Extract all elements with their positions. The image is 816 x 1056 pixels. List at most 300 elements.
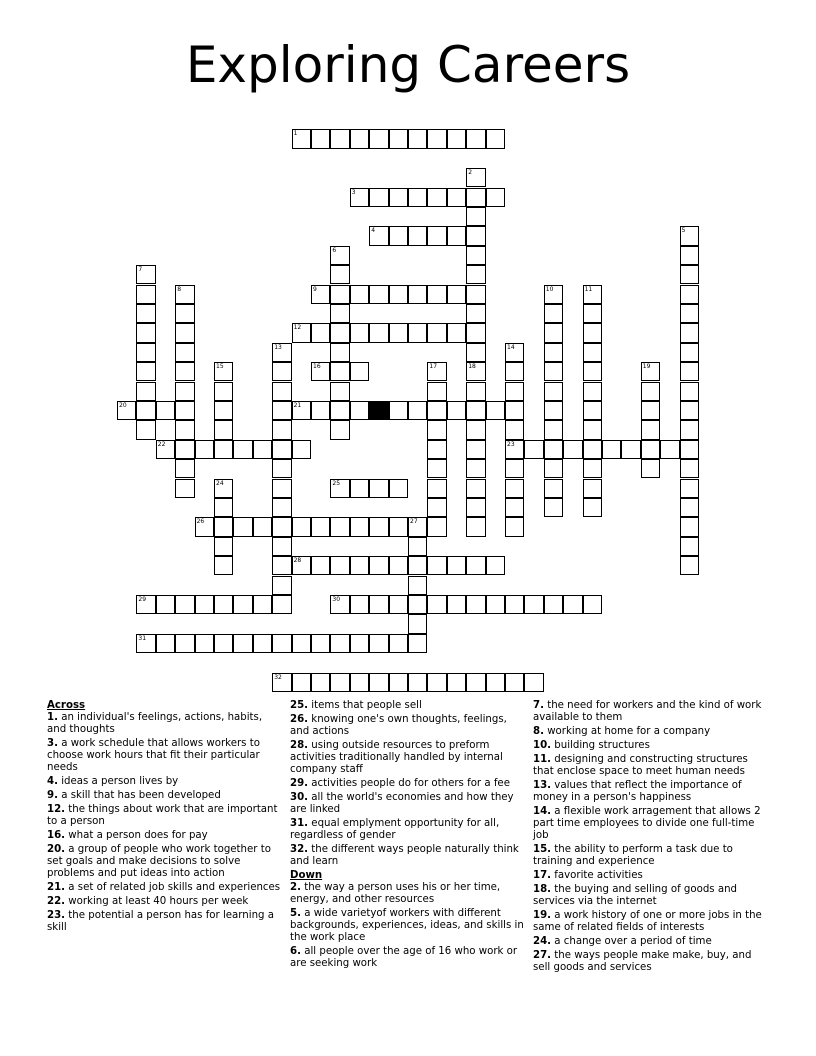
grid-cell[interactable]: [680, 556, 699, 575]
grid-cell[interactable]: [427, 129, 446, 148]
grid-cell[interactable]: [505, 595, 524, 614]
grid-cell[interactable]: [680, 265, 699, 284]
across-clue: [47, 910, 281, 934]
grid-cell[interactable]: [408, 614, 427, 633]
grid-cell[interactable]: [389, 226, 408, 245]
clue-number: 12: [293, 324, 302, 332]
grid-cell[interactable]: [233, 595, 252, 614]
grid-cell[interactable]: [544, 285, 563, 304]
grid-cell[interactable]: [272, 420, 291, 439]
grid-cell[interactable]: [505, 362, 524, 381]
grid-cell[interactable]: [680, 323, 699, 342]
grid-cell[interactable]: [680, 382, 699, 401]
grid-cell[interactable]: [641, 401, 660, 420]
grid-cell[interactable]: [408, 285, 427, 304]
grid-cell[interactable]: [447, 323, 466, 342]
grid-cell[interactable]: [136, 304, 155, 323]
grid-cell[interactable]: [680, 401, 699, 420]
grid-cell[interactable]: [427, 673, 446, 692]
grid-cell[interactable]: [505, 517, 524, 536]
grid-cell[interactable]: [136, 382, 155, 401]
grid-cell[interactable]: [136, 265, 155, 284]
grid-cell[interactable]: [350, 362, 369, 381]
grid-cell[interactable]: [544, 440, 563, 459]
grid-cell[interactable]: [311, 401, 330, 420]
black-cell: [369, 401, 388, 420]
grid-cell[interactable]: [544, 459, 563, 478]
grid-cell[interactable]: [175, 440, 194, 459]
grid-cell[interactable]: [583, 285, 602, 304]
grid-cell[interactable]: [389, 595, 408, 614]
grid-cell[interactable]: [175, 285, 194, 304]
grid-cell[interactable]: [544, 401, 563, 420]
grid-cell[interactable]: [136, 362, 155, 381]
grid-cell[interactable]: [136, 285, 155, 304]
grid-cell[interactable]: [350, 188, 369, 207]
grid-cell[interactable]: [427, 323, 446, 342]
clue-text: all the world's economies and how they are linked: [290, 792, 514, 815]
grid-cell[interactable]: [583, 323, 602, 342]
grid-cell[interactable]: [175, 595, 194, 614]
clue-number: 13: [274, 343, 282, 351]
grid-cell[interactable]: [369, 517, 388, 536]
grid-cell[interactable]: [680, 498, 699, 517]
grid-cell[interactable]: [408, 537, 427, 556]
grid-cell[interactable]: [233, 634, 252, 653]
grid-cell[interactable]: [408, 129, 427, 148]
clue-text: the ability to perform a task due to training and experience: [533, 844, 733, 867]
grid-cell[interactable]: [505, 459, 524, 478]
grid-cell[interactable]: [427, 459, 446, 478]
clue-number: 30: [332, 595, 341, 603]
grid-cell[interactable]: [602, 440, 621, 459]
grid-cell[interactable]: [350, 129, 369, 148]
grid-cell[interactable]: [583, 420, 602, 439]
grid-cell[interactable]: [292, 517, 311, 536]
grid-cell[interactable]: [175, 459, 194, 478]
grid-cell[interactable]: [214, 595, 233, 614]
grid-cell[interactable]: [253, 634, 272, 653]
grid-cell[interactable]: [292, 673, 311, 692]
grid-cell[interactable]: [427, 285, 446, 304]
grid-cell[interactable]: [466, 168, 485, 187]
grid-cell[interactable]: [544, 304, 563, 323]
grid-cell[interactable]: [156, 595, 175, 614]
grid-cell[interactable]: [427, 420, 446, 439]
grid-cell[interactable]: [505, 440, 524, 459]
grid-cell[interactable]: [330, 323, 349, 342]
grid-cell[interactable]: [505, 420, 524, 439]
clue-num-label: 20.: [47, 844, 66, 856]
grid-cell[interactable]: [214, 517, 233, 536]
grid-cell[interactable]: [408, 634, 427, 653]
grid-cell[interactable]: [544, 343, 563, 362]
grid-cell[interactable]: [272, 556, 291, 575]
grid-cell[interactable]: [330, 556, 349, 575]
grid-cell[interactable]: [272, 498, 291, 517]
grid-cell[interactable]: [389, 285, 408, 304]
grid-cell[interactable]: [466, 401, 485, 420]
grid-cell[interactable]: [233, 440, 252, 459]
grid-cell[interactable]: [680, 304, 699, 323]
grid-cell[interactable]: [330, 129, 349, 148]
grid-cell[interactable]: [272, 595, 291, 614]
grid-cell[interactable]: [466, 479, 485, 498]
grid-cell[interactable]: [680, 537, 699, 556]
clue-num-label: 17.: [533, 870, 552, 882]
grid-cell[interactable]: [466, 304, 485, 323]
grid-cell[interactable]: [369, 634, 388, 653]
grid-cell[interactable]: [330, 246, 349, 265]
grid-cell[interactable]: [583, 382, 602, 401]
grid-cell[interactable]: [214, 556, 233, 575]
grid-cell[interactable]: [233, 517, 252, 536]
grid-cell[interactable]: [253, 440, 272, 459]
grid-cell[interactable]: [369, 479, 388, 498]
clue-text: a wide varietyof workers with different backgrounds, experiences, ideas, and skills in the work place: [290, 908, 524, 943]
grid-cell[interactable]: [214, 420, 233, 439]
grid-cell[interactable]: [156, 634, 175, 653]
grid-cell[interactable]: [330, 595, 349, 614]
grid-cell[interactable]: [466, 323, 485, 342]
grid-cell[interactable]: [583, 343, 602, 362]
grid-cell[interactable]: [466, 459, 485, 478]
grid-cell[interactable]: [369, 673, 388, 692]
grid-cell[interactable]: [350, 401, 369, 420]
grid-cell[interactable]: [389, 556, 408, 575]
grid-cell[interactable]: [330, 304, 349, 323]
grid-cell[interactable]: [680, 343, 699, 362]
grid-cell[interactable]: [350, 517, 369, 536]
clue-number: 29: [138, 595, 147, 603]
grid-cell[interactable]: [175, 401, 194, 420]
grid-cell[interactable]: [544, 420, 563, 439]
grid-cell[interactable]: [175, 362, 194, 381]
grid-cell[interactable]: [486, 401, 505, 420]
grid-cell[interactable]: [136, 343, 155, 362]
grid-cell[interactable]: [505, 479, 524, 498]
grid-cell[interactable]: [563, 595, 582, 614]
grid-cell[interactable]: [389, 479, 408, 498]
grid-cell[interactable]: [447, 285, 466, 304]
grid-cell[interactable]: [583, 595, 602, 614]
grid-cell[interactable]: [272, 479, 291, 498]
down-clue: [533, 740, 767, 752]
grid-cell[interactable]: [330, 420, 349, 439]
grid-cell[interactable]: [369, 285, 388, 304]
grid-cell[interactable]: [466, 420, 485, 439]
grid-cell[interactable]: [389, 129, 408, 148]
grid-cell[interactable]: [330, 401, 349, 420]
grid-cell[interactable]: [524, 440, 543, 459]
grid-cell[interactable]: [389, 634, 408, 653]
grid-cell[interactable]: [505, 673, 524, 692]
across-clue: [290, 778, 524, 790]
grid-cell[interactable]: [660, 440, 679, 459]
grid-cell[interactable]: [350, 479, 369, 498]
grid-cell[interactable]: [505, 401, 524, 420]
grid-cell[interactable]: [427, 382, 446, 401]
grid-cell[interactable]: [524, 595, 543, 614]
grid-cell[interactable]: [330, 479, 349, 498]
grid-cell[interactable]: [136, 323, 155, 342]
grid-cell[interactable]: [292, 440, 311, 459]
grid-cell[interactable]: [136, 595, 155, 614]
grid-cell[interactable]: [292, 634, 311, 653]
grid-cell[interactable]: [136, 401, 155, 420]
grid-cell[interactable]: [272, 401, 291, 420]
grid-cell[interactable]: [214, 440, 233, 459]
grid-cell[interactable]: [427, 517, 446, 536]
grid-cell[interactable]: [311, 285, 330, 304]
grid-cell[interactable]: [680, 517, 699, 536]
grid-cell[interactable]: [389, 401, 408, 420]
grid-cell[interactable]: [136, 420, 155, 439]
grid-cell[interactable]: [214, 401, 233, 420]
grid-cell[interactable]: [447, 556, 466, 575]
grid-cell[interactable]: [330, 362, 349, 381]
grid-cell[interactable]: [466, 129, 485, 148]
grid-cell[interactable]: [369, 129, 388, 148]
grid-cell[interactable]: [427, 595, 446, 614]
grid-cell[interactable]: [583, 459, 602, 478]
grid-cell[interactable]: [641, 382, 660, 401]
grid-cell[interactable]: [311, 673, 330, 692]
grid-cell[interactable]: [408, 323, 427, 342]
grid-cell[interactable]: [389, 673, 408, 692]
grid-cell[interactable]: [369, 595, 388, 614]
grid-cell[interactable]: [641, 420, 660, 439]
grid-cell[interactable]: [466, 188, 485, 207]
grid-cell[interactable]: [350, 673, 369, 692]
grid-cell[interactable]: [408, 517, 427, 536]
grid-cell[interactable]: [408, 226, 427, 245]
grid-cell[interactable]: [583, 401, 602, 420]
grid-cell[interactable]: [330, 673, 349, 692]
grid-cell[interactable]: [156, 440, 175, 459]
grid-cell[interactable]: [272, 440, 291, 459]
grid-cell[interactable]: [466, 517, 485, 536]
grid-cell[interactable]: [680, 440, 699, 459]
grid-cell[interactable]: [350, 595, 369, 614]
grid-cell[interactable]: [253, 517, 272, 536]
grid-cell[interactable]: [175, 343, 194, 362]
grid-cell[interactable]: [272, 343, 291, 362]
grid-cell[interactable]: [311, 556, 330, 575]
grid-cell[interactable]: [466, 246, 485, 265]
grid-cell[interactable]: [272, 362, 291, 381]
grid-cell[interactable]: [330, 517, 349, 536]
grid-cell[interactable]: [466, 595, 485, 614]
grid-cell[interactable]: [466, 207, 485, 226]
grid-cell[interactable]: [427, 556, 446, 575]
grid-cell[interactable]: [292, 556, 311, 575]
grid-cell[interactable]: [214, 382, 233, 401]
grid-cell[interactable]: [680, 420, 699, 439]
grid-cell[interactable]: [427, 498, 446, 517]
grid-cell[interactable]: [330, 382, 349, 401]
grid-cell[interactable]: [330, 265, 349, 284]
grid-cell[interactable]: [466, 265, 485, 284]
across-clue: [47, 738, 281, 774]
grid-cell[interactable]: [369, 556, 388, 575]
grid-cell[interactable]: [408, 576, 427, 595]
clue-text: a group of people who work together to set goals and make decisions to solve problems and put ideas into action: [47, 844, 271, 879]
grid-cell[interactable]: [350, 323, 369, 342]
grid-cell[interactable]: [583, 362, 602, 381]
grid-cell[interactable]: [389, 323, 408, 342]
grid-cell[interactable]: [544, 479, 563, 498]
grid-cell[interactable]: [175, 479, 194, 498]
grid-cell[interactable]: [311, 517, 330, 536]
grid-cell[interactable]: [427, 226, 446, 245]
grid-cell[interactable]: [195, 595, 214, 614]
grid-cell[interactable]: [272, 634, 291, 653]
grid-cell[interactable]: [136, 634, 155, 653]
grid-cell[interactable]: [175, 420, 194, 439]
grid-cell[interactable]: [427, 188, 446, 207]
grid-cell[interactable]: [466, 556, 485, 575]
grid-cell[interactable]: [427, 440, 446, 459]
grid-cell[interactable]: [350, 556, 369, 575]
grid-cell[interactable]: [330, 285, 349, 304]
grid-cell[interactable]: [486, 129, 505, 148]
grid-cell[interactable]: [641, 459, 660, 478]
grid-cell[interactable]: [680, 246, 699, 265]
grid-cell[interactable]: [369, 188, 388, 207]
grid-cell[interactable]: [544, 498, 563, 517]
grid-cell[interactable]: [486, 188, 505, 207]
grid-cell[interactable]: [292, 129, 311, 148]
grid-cell[interactable]: [214, 479, 233, 498]
grid-cell[interactable]: [466, 673, 485, 692]
grid-cell[interactable]: [505, 343, 524, 362]
grid-cell[interactable]: [175, 382, 194, 401]
grid-cell[interactable]: [272, 517, 291, 536]
grid-cell[interactable]: [195, 440, 214, 459]
grid-cell[interactable]: [369, 226, 388, 245]
grid-cell[interactable]: [292, 323, 311, 342]
grid-cell[interactable]: [466, 498, 485, 517]
grid-cell[interactable]: [369, 323, 388, 342]
grid-cell[interactable]: [505, 382, 524, 401]
grid-cell[interactable]: [427, 362, 446, 381]
grid-cell[interactable]: [544, 382, 563, 401]
grid-cell[interactable]: [583, 304, 602, 323]
grid-cell[interactable]: [272, 537, 291, 556]
grid-cell[interactable]: [563, 440, 582, 459]
grid-cell[interactable]: [447, 673, 466, 692]
grid-cell[interactable]: [486, 673, 505, 692]
grid-cell[interactable]: [427, 479, 446, 498]
grid-cell[interactable]: [311, 634, 330, 653]
grid-cell[interactable]: [117, 401, 136, 420]
grid-cell[interactable]: [272, 576, 291, 595]
grid-cell[interactable]: [272, 382, 291, 401]
grid-cell[interactable]: [156, 401, 175, 420]
grid-cell[interactable]: [214, 634, 233, 653]
grid-cell[interactable]: [253, 595, 272, 614]
grid-cell[interactable]: [641, 440, 660, 459]
grid-cell[interactable]: [524, 673, 543, 692]
grid-cell[interactable]: [214, 498, 233, 517]
grid-cell[interactable]: [408, 188, 427, 207]
grid-cell[interactable]: [680, 459, 699, 478]
clue-num-label: 25.: [290, 700, 309, 711]
grid-cell[interactable]: [680, 362, 699, 381]
grid-cell[interactable]: [408, 673, 427, 692]
grid-cell[interactable]: [466, 362, 485, 381]
grid-cell[interactable]: [389, 517, 408, 536]
grid-cell[interactable]: [330, 343, 349, 362]
grid-cell[interactable]: [447, 595, 466, 614]
grid-cell[interactable]: [330, 634, 349, 653]
grid-cell[interactable]: [544, 362, 563, 381]
grid-cell[interactable]: [408, 595, 427, 614]
clue-number: 9: [313, 285, 317, 293]
grid-cell[interactable]: [447, 226, 466, 245]
grid-cell[interactable]: [447, 188, 466, 207]
clue-number: 3: [351, 188, 356, 196]
grid-cell[interactable]: [195, 517, 214, 536]
grid-cell[interactable]: [214, 537, 233, 556]
grid-cell[interactable]: [486, 556, 505, 575]
grid-cell[interactable]: [583, 498, 602, 517]
grid-cell[interactable]: [311, 129, 330, 148]
grid-cell[interactable]: [311, 362, 330, 381]
grid-cell[interactable]: [408, 401, 427, 420]
clue-num-label: 30.: [290, 792, 309, 804]
clue-number: 16: [313, 363, 321, 371]
grid-cell[interactable]: [195, 634, 214, 653]
grid-cell[interactable]: [621, 440, 640, 459]
grid-cell[interactable]: [272, 459, 291, 478]
grid-cell[interactable]: [466, 343, 485, 362]
grid-cell[interactable]: [466, 382, 485, 401]
grid-cell[interactable]: [466, 285, 485, 304]
grid-cell[interactable]: [544, 323, 563, 342]
grid-cell[interactable]: [272, 673, 291, 692]
grid-cell[interactable]: [447, 401, 466, 420]
grid-cell[interactable]: [466, 226, 485, 245]
grid-cell[interactable]: [408, 556, 427, 575]
grid-cell[interactable]: [175, 323, 194, 342]
clue-num-label: 15.: [533, 844, 552, 856]
grid-cell[interactable]: [486, 595, 505, 614]
grid-cell[interactable]: [583, 440, 602, 459]
grid-cell[interactable]: [175, 634, 194, 653]
grid-cell[interactable]: [350, 634, 369, 653]
grid-cell[interactable]: [641, 362, 660, 381]
grid-cell[interactable]: [214, 362, 233, 381]
grid-cell[interactable]: [447, 129, 466, 148]
grid-cell[interactable]: [292, 401, 311, 420]
clue-text: a set of related job skills and experiences: [65, 882, 281, 893]
grid-cell[interactable]: [427, 401, 446, 420]
grid-cell[interactable]: [311, 323, 330, 342]
grid-cell[interactable]: [680, 285, 699, 304]
grid-cell[interactable]: [583, 479, 602, 498]
grid-cell[interactable]: [505, 498, 524, 517]
grid-cell[interactable]: [350, 285, 369, 304]
grid-cell[interactable]: [466, 440, 485, 459]
grid-cell[interactable]: [175, 304, 194, 323]
clue-number: 15: [216, 363, 224, 371]
grid-cell[interactable]: [680, 226, 699, 245]
grid-cell[interactable]: [544, 595, 563, 614]
grid-cell[interactable]: [680, 479, 699, 498]
grid-cell[interactable]: [389, 188, 408, 207]
